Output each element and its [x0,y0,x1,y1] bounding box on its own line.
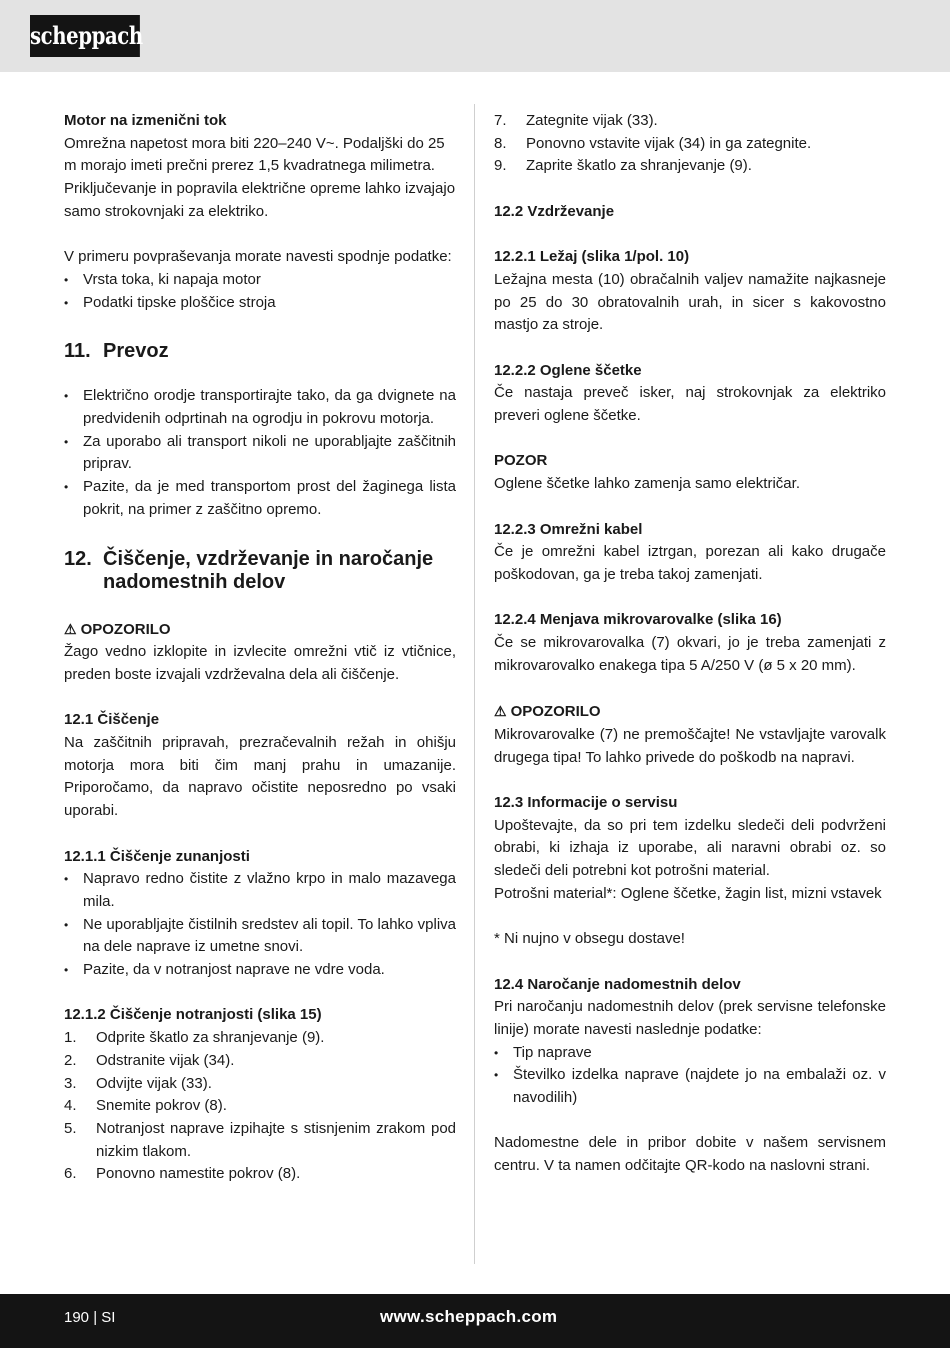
list-item: 9. Zaprite škatlo za shranjevanje (9). [494,157,752,175]
list-item: 5. Notranjost naprave izpihajte s stisnjenim zrakom pod nizkim tlakom. [64,1119,456,1160]
motor-heading: Motor na izmenični tok [64,112,227,129]
subsection-text: Ležajna mesta (10) obračalnih valjev namažite najkasneje po 25 do 30 obratovalnih urah, in sicer s kakovostno mastjo za stroje. [494,270,886,334]
list-item: • Tip naprave [494,1042,886,1065]
subsection-heading: 12.2.2 Oglene ščetke [494,361,642,379]
list-item: • Številko izdelka naprave (najdete jo na embalaži oz. v navodilih) [494,1064,886,1109]
list-item: 8. Ponovno vstavite vijak (34) in ga zategnite. [494,134,812,152]
subsection-heading: 12.2 Vzdrževanje [494,202,615,220]
website-link[interactable]: www.scheppach.com [380,1307,558,1326]
warning-triangle-icon: ⚠ [64,620,77,637]
section-11-heading [64,340,456,363]
subsection-heading: 12.1.2 Čiščenje notranjosti (slika 15) [64,1006,322,1024]
list-item: 3. Odvijte vijak (33). [64,1074,212,1092]
section-number: 11. [64,340,91,363]
list-item: • Električno orodje transportirajte tako, da ga dvignete na predvidenih odprtinah na ogrodju in pokrovu motorja. [64,385,456,430]
list-item: • Podatki tipske ploščice stroja [64,292,456,315]
subsection-heading: 12.2.1 Ležaj (slika 1/pol. 10) [494,248,690,266]
subsection-heading: 12.2.3 Omrežni kabel [494,520,643,538]
list-item: • Pazite, da je med transportom prost del žaginega lista pokrit, na primer z zaščitno opremo. [64,476,456,521]
caution-heading: POZOR [494,452,548,470]
list-item: 6. Ponovno namestite pokrov (8). [64,1165,301,1183]
subsection-heading: 12.4 Naročanje nadomestnih delov [494,975,741,993]
inquiry-text: V primeru povpraševanja morate navesti spodnje podatke: [64,248,452,266]
subsection-text: Upoštevajte, da so pri tem izdelku sledeči deli podvrženi obrabi, ki izhaja iz uporabe, ali naravni obrabi oz. so sledeči deli potrebni kot potrošni material. [494,816,886,880]
subsection-text: Potrošni material*: Oglene ščetke, žagin list, mizni vstavek [494,884,882,902]
list-item: 2. Odstranite vijak (34). [64,1051,235,1069]
list-item: • Ne uporabljajte čistilnih sredstev ali topil. To lahko vpliva na dele naprave iz umetne snovi. [64,914,456,959]
scheppach-logo: scheppach [30,15,140,57]
subsection-text: Če se mikrovarovalka (7) okvari, jo je treba zamenjati z mikrovarovalko enakega tipa 5 A/250 V (ø 5 x 20 mm). [494,634,886,674]
subsection-heading: 12.1.1 Čiščenje zunanjosti [64,847,250,865]
section-12-heading [64,548,456,594]
motor-text: Omrežna napetost mora biti 220–240 V~. Podaljški do 25 m morajo imeti prečni prerez 1,5 kvadratnega milimetra. Priključevanje in popravila električne opreme lahko izvajajo samo strokovnjaki za elektriko. [64,134,456,220]
section-number: 12. [64,547,92,570]
page-footer [0,1294,950,1348]
subsection-text: Če nastaja preveč isker, naj strokovnjak za elektriko preveri oglene ščetke. [494,384,886,425]
list-item: • Vrsta toka, ki napaja motor [64,269,456,292]
list-item: 4. Snemite pokrov (8). [64,1097,227,1115]
caution-text: Oglene ščetke lahko zamenja samo električar. [494,475,800,493]
warning-triangle-icon: ⚠ [494,703,507,720]
subsection-text: Če je omrežni kabel iztrgan, porezan ali kako drugače poškodovan, ga je treba takoj zamenjati. [494,543,886,583]
right-column [494,110,886,1178]
exterior-cleaning-list [64,868,456,982]
interior-cleaning-steps-cont [494,110,886,178]
warning-heading: ⚠ OPOZORILO [494,700,886,724]
column-divider [474,104,475,1264]
transport-list [64,385,456,521]
section-title: Čiščenje, vzdrževanje in naročanje nadomestnih delov [103,547,434,593]
subsection-text: Na zaščitnih pripravah, prezračevalnih režah in ohišju motorja mora biti čim manj prahu in umazanije. Priporočamo, da napravo očistite neposredno po vsaki uporabi. [64,734,456,820]
subsection-heading: 12.3 Informacije o servisu [494,793,678,811]
order-data-list [494,1042,886,1110]
left-column [64,110,456,1186]
section-title: Prevoz [103,340,169,363]
warning-text: Mikrovarovalke (7) ne premoščajte! Ne vstavljajte varovalk drugega tipa! To lahko privede do poškodb na napravi. [494,725,886,766]
delivery-note: * Ni nujno v obsegu dostave! [494,930,685,948]
list-item: 7. Zategnite vijak (33). [494,112,658,129]
subsection-text: Pri naročanju nadomestnih delov (prek servisne telefonske linije) morate navesti naslednje podatke: [494,998,886,1038]
list-item: • Za uporabo ali transport nikoli ne uporabljajte zaščitnih priprav. [64,431,456,476]
warning-heading: ⚠ OPOZORILO [64,618,456,642]
inquiry-list [64,269,456,314]
page-header [0,0,950,72]
subsection-heading: 12.2.4 Menjava mikrovarovalke (slika 16) [494,611,782,629]
subsection-text: Nadomestne dele in pribor dobite v našem servisnem centru. V ta namen odčitajte QR-kodo na naslovni strani. [494,1134,886,1175]
list-item: • Napravo redno čistite z vlažno krpo in malo mazavega mila. [64,868,456,913]
list-item: • Pazite, da v notranjost naprave ne vdre voda. [64,959,456,982]
page-number: 190 | SI [64,1309,116,1326]
list-item: 1. Odprite škatlo za shranjevanje (9). [64,1029,325,1047]
interior-cleaning-steps [64,1027,456,1186]
subsection-heading: 12.1 Čiščenje [64,711,160,729]
warning-text: Žago vedno izklopite in izvlecite omrežni vtič iz vtičnice, preden boste izvajali vzdrževalna dela ali čiščenje. [64,643,456,683]
